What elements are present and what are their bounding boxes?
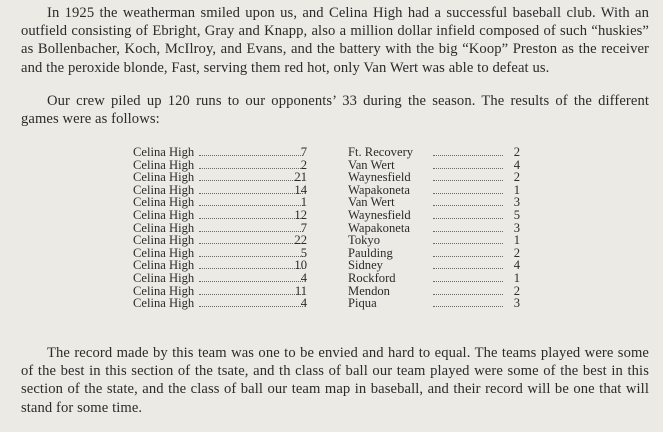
closing-paragraph [21, 344, 649, 417]
team-name: Celina High [133, 170, 195, 185]
opponent-name: Ft. Recovery [348, 145, 414, 159]
intro-paragraph [21, 4, 649, 77]
opponent-score: 1 [513, 270, 520, 285]
runs-paragraph-text: Our crew piled up 120 runs to our opponents’ 33 during the season. The results of the different games were as follows: [21, 93, 649, 128]
team-score: 12 [294, 207, 307, 222]
team-name: Celina High [133, 195, 195, 210]
game-row [133, 209, 533, 222]
opponent-name: Waynesfield [348, 170, 411, 185]
team-score: 7 [300, 145, 307, 159]
game-row [133, 146, 533, 159]
team-score: 7 [300, 220, 307, 235]
opponent-name: Van Wert [348, 195, 395, 210]
team-name: Celina High [133, 207, 195, 222]
game-row [133, 234, 533, 247]
opponent-score: 3 [513, 195, 520, 210]
opponent-score: 3 [513, 296, 520, 311]
team-name: Celina High [133, 296, 195, 311]
opponent-name: Tokyo [348, 233, 381, 248]
opponent-name: Rockford [348, 270, 396, 285]
game-row [133, 171, 533, 184]
opponent-score: 2 [513, 145, 520, 159]
team-score: 11 [294, 283, 307, 298]
game-row [133, 297, 533, 310]
team-score: 22 [294, 233, 307, 248]
opponent-score: 1 [513, 233, 520, 248]
team-name: Celina High [133, 233, 195, 248]
intro-paragraph-text: In 1925 the weatherman smiled upon us, and Celina High had a successful baseball club. With an outfield consisting of Ebright, Gray and Knapp, also a million dollar infield composed of such “huskies” as Bollenbacher, Koch, McIlroy, and Evans, and the battery with the big “Koop” Preston as the receiver and the peroxide blonde, Fast, serving them red hot, only Van Wert was able to defeat us. [21, 5, 649, 76]
team-score: 5 [300, 245, 307, 260]
opponent-name: Sidney [348, 258, 383, 273]
team-name: Celina High [133, 258, 195, 273]
game-results-table [133, 146, 533, 310]
team-name: Celina High [133, 220, 195, 235]
opponent-score: 4 [513, 258, 520, 273]
opponent-name: Mendon [348, 283, 390, 298]
opponent-name: Van Wert [348, 157, 395, 172]
opponent-name: Paulding [348, 245, 393, 260]
runs-paragraph [21, 92, 649, 128]
game-row [133, 272, 533, 285]
opponent-score: 2 [513, 170, 520, 185]
team-score: 1 [300, 195, 307, 210]
team-name: Celina High [133, 157, 195, 172]
closing-paragraph-text: The record made by this team was one to be envied and hard to equal. The teams played were some of the best in this section of the tsate, and th class of ball our team played were some of the best in this section of the state, and the class of ball our team map in baseball, and their record will be one that will stand for some time. [21, 345, 649, 416]
opponent-name: Wapakoneta [348, 220, 410, 235]
opponent-name: Piqua [348, 296, 377, 311]
team-score: 10 [294, 258, 307, 273]
team-name: Celina High [133, 182, 195, 197]
team-name: Celina High [133, 245, 195, 260]
opponent-score: 1 [513, 182, 520, 197]
opponent-name: Waynesfield [348, 207, 411, 222]
opponent-score: 2 [513, 245, 520, 260]
opponent-score: 3 [513, 220, 520, 235]
team-name: Celina High [133, 283, 195, 298]
opponent-score: 5 [513, 207, 520, 222]
team-score: 14 [294, 182, 307, 197]
opponent-score: 4 [513, 157, 520, 172]
team-name: Celina High [133, 270, 195, 285]
team-score: 4 [300, 270, 307, 285]
team-score: 4 [300, 296, 307, 311]
opponent-name: Wapakoneta [348, 182, 410, 197]
team-score: 21 [294, 170, 307, 185]
team-name: Celina High [133, 145, 195, 159]
team-score: 2 [300, 157, 307, 172]
opponent-score: 2 [513, 283, 520, 298]
